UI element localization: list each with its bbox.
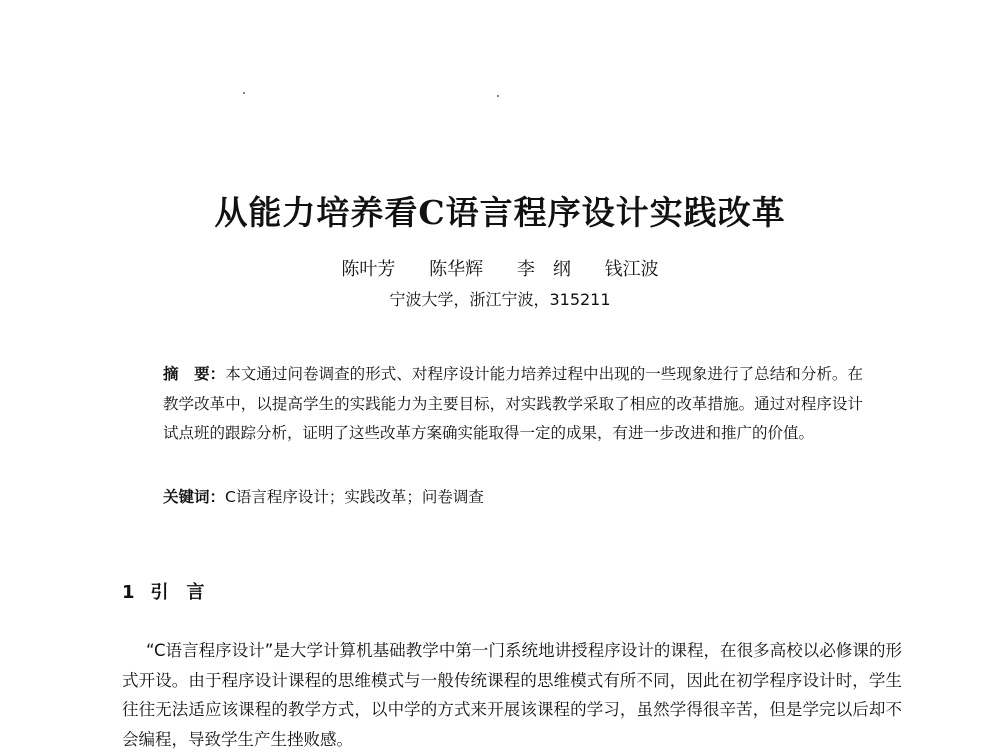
body-text: “C语言程序设计”是大学计算机基础教学中第一门系统地讲授程序设计的课程，在很多高校以必修课的形式开设。由于程序设计课程的思维模式与一般传统课程的思维模式有所不同，因此在初学程序设计时，学生往往无法适应该课程的教学方式，以中学的方式来开展该课程的学习，虽然学得很辛苦，但是学完以后却不会编程，导致学生产生挫败感。 [122,641,902,749]
author-name: 钱江波 [604,259,659,280]
abstract-text: 本文通过问卷调查的形式、对程序设计能力培养过程中出现的一些现象进行了总结和分析。在教学改革中，以提高学生的实践能力为主要目标，对实践教学采取了相应的改革措施。通过对程序设计试点班的跟踪分析，证明了这些改革方案确实能取得一定的成果，有进一步改进和推广的价值。 [163,365,863,442]
scan-speck [243,92,245,94]
body-paragraph [122,636,902,754]
affiliation: 宁波大学，浙江宁波，315211 [389,290,611,309]
author-list [0,255,1000,281]
author-name: 陈华辉 [429,259,484,280]
keywords-text: C语言程序设计；实践改革；问卷调查 [225,488,484,506]
keywords [163,485,863,507]
section-title: 引 言 [150,582,205,603]
scan-speck [497,95,499,97]
abstract-label: 摘 要： [163,365,226,383]
author-name: 李 纲 [516,259,571,280]
section-heading [122,578,205,604]
keywords-label: 关键词： [163,488,226,506]
section-number: 1 [122,582,135,603]
paper-title: 从能力培养看C语言程序设计实践改革 [214,193,786,232]
abstract [163,360,863,449]
author-name: 陈叶芳 [341,259,396,280]
